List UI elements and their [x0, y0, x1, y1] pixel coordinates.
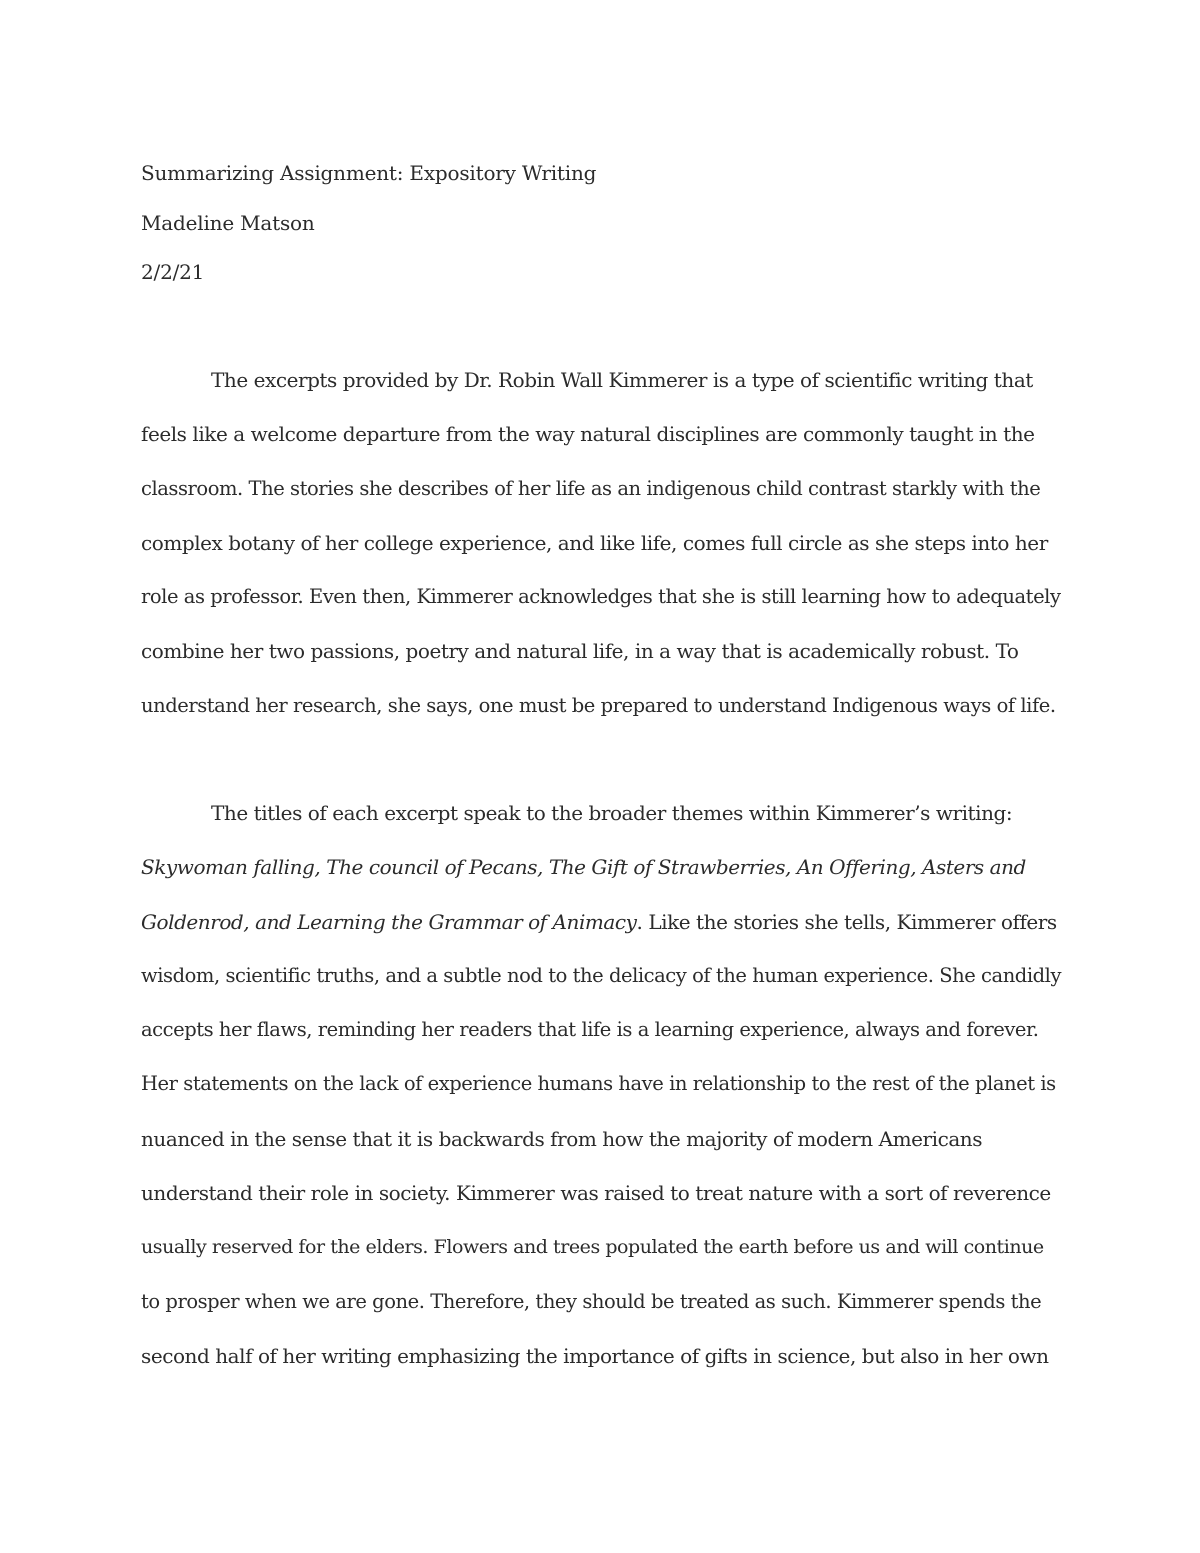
paragraph-line: nuanced in the sense that it is backwards from how the majority of modern Americans [141, 1126, 983, 1151]
paragraph-line [141, 907, 1061, 961]
paragraph-1 [141, 365, 1061, 745]
paragraph-line: Her statements on the lack of experience humans have in relationship to the rest of the planet is [141, 1072, 1056, 1096]
paragraph-line: accepts her flaws, reminding her readers that life is a learning experience, always and forever. [141, 1018, 1039, 1042]
paragraph-line: wisdom, scientific truths, and a subtle nod to the delicacy of the human experience. She candidly [141, 963, 1062, 987]
author-name: Madeline Matson [141, 211, 315, 235]
paragraph-line: The excerpts provided by Dr. Robin Wall Kimmerer is a type of scientific writing that [211, 368, 1033, 392]
paragraph-line: role as professor. Even then, Kimmerer acknowledges that she is still learning how to adequately [141, 585, 1061, 609]
paragraph-line: feels like a welcome departure from the way natural disciplines are commonly taught in the [141, 422, 1035, 447]
excerpt-titles-line: Skywoman falling, The council of Pecans, The Gift of Strawberries, An Offering, Asters and [141, 855, 1026, 880]
document-date: 2/2/21 [141, 260, 205, 284]
paragraph-line-rest: . Like the stories she tells, Kimmerer offers [636, 909, 1057, 934]
paragraph-line: complex botany of her college experience, and like life, comes full circle as she steps into her [141, 530, 1048, 555]
paragraph-line: combine her two passions, poetry and natural life, in a way that is academically robust. To [141, 639, 1019, 664]
paragraph-line: The titles of each excerpt speak to the broader themes within Kimmerer’s writing: [211, 801, 1013, 825]
paragraph-line: second half of her writing emphasizing the importance of gifts in science, but also in her own [141, 1343, 1049, 1368]
paragraph-line: understand her research, she says, one must be prepared to understand Indigenous ways of life. [141, 693, 1056, 717]
paragraph-line: understand their role in society. Kimmerer was raised to treat nature with a sort of reverence [141, 1181, 1051, 1206]
paragraph-line: classroom. The stories she describes of her life as an indigenous child contrast starkly with the [141, 476, 1041, 500]
paragraph-2 [141, 798, 1061, 1395]
excerpt-titles-end: Goldenrod, and Learning the Grammar of Animacy [141, 909, 637, 934]
paragraph-line: usually reserved for the elders. Flowers and trees populated the earth before us and will continue [141, 1236, 1044, 1259]
document-title: Summarizing Assignment: Expository Writing [141, 161, 597, 185]
paragraph-line: to prosper when we are gone. Therefore, they should be treated as such. Kimmerer spends the [141, 1289, 1042, 1313]
